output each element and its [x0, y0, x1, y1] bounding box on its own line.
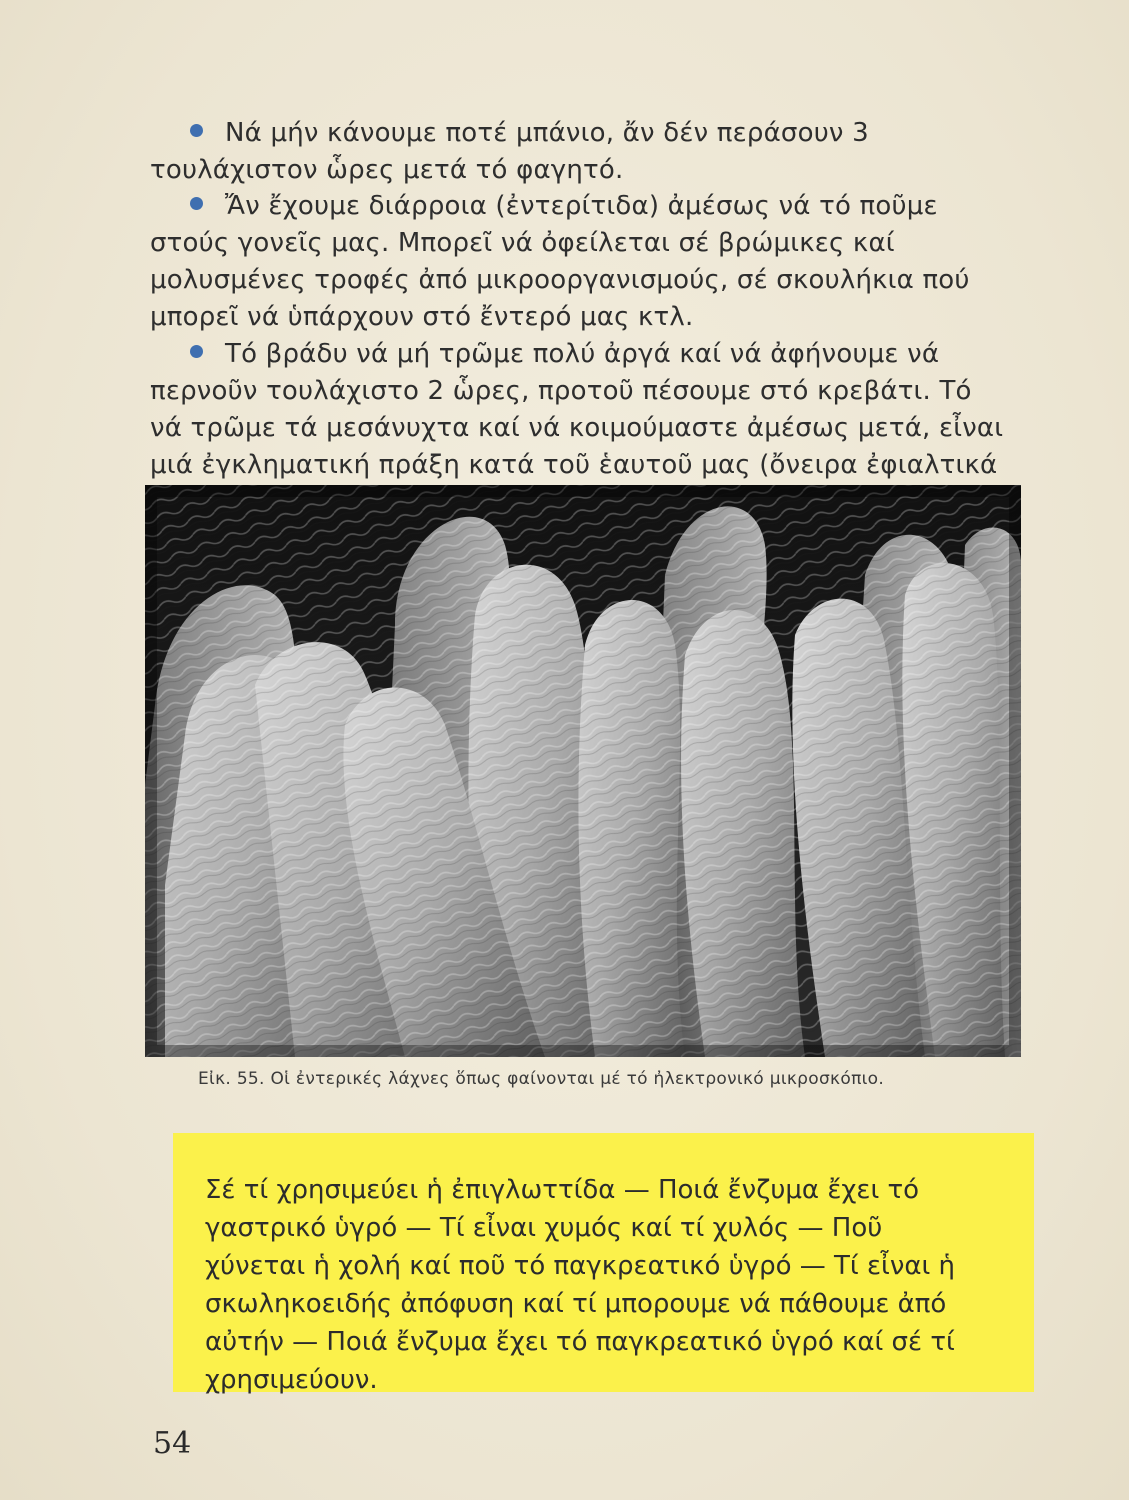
bullet-icon — [190, 124, 203, 137]
bullet-icon — [190, 345, 203, 358]
figure-caption: Εἰκ. 55. Οἱ ἐντερικές λάχνες ὅπως φαίνονται μέ τό ἠλεκτρονικό μικροσκόπιο. — [198, 1069, 885, 1089]
intestinal-villi-micrograph — [145, 485, 1021, 1057]
paragraph-text: Ἄν ἔχουμε διάρροια (ἐντερίτιδα) ἀμέσως νά τό ποῦμε στούς γονεῖς μας. Μπορεῖ νά ὀφείλεται σέ βρώμικες καί μολυσμένες τροφές ἀπό μικροοργανισμούς, σέ σκουλήκια πού μπορεῖ νά ὑπάρχουν στό ἔντερό μας κτλ. — [150, 191, 970, 332]
bullet-icon — [190, 197, 203, 210]
paragraph-text: Νά μήν κάνουμε ποτέ μπάνιο, ἄν δέν περάσουν 3 τουλάχιστον ὧρες μετά τό φαγητό. — [150, 118, 869, 185]
paragraph-bathing — [150, 115, 1010, 189]
review-questions-text: Σέ τί χρησιμεύει ἡ ἐπιγλωττίδα — Ποιά ἔνζυμα ἔχει τό γαστρικό ὑγρό — Τί εἶναι χυμός καί τί χυλός — Ποῦ χύνεται ἡ χολή καί ποῦ τό παγκρεατικό ὑγρό — Τί εἶναι ἡ σκωληκοειδής ἀπόφυση καί τί μπορουμε νά πάθουμε ἀπό αὐτήν — Ποιά ἔνζυμα ἔχει τό παγκρεατικό ὑγρό καί σέ τί χρησιμεύουν. — [205, 1175, 956, 1395]
paragraph-diarrhea — [150, 188, 1010, 336]
review-questions-box — [173, 1133, 1034, 1395]
page-number: 54 — [153, 1426, 192, 1461]
paragraph-text: Τό βράδυ νά μή τρῶμε πολύ ἀργά καί νά ἀφήνουμε νά περνοῦν τουλάχιστο 2 ὧρες, προτοῦ πέσουμε στό κρεβάτι. Τό νά τρῶμε τά μεσάνυχτα καί νά κοιμούμαστε ἀμέσως μετά, εἶναι μιά ἐγκληματική πράξη κατά τοῦ ἑαυτοῦ μας (ὄνειρα ἐφιαλτικά — [150, 339, 1004, 480]
